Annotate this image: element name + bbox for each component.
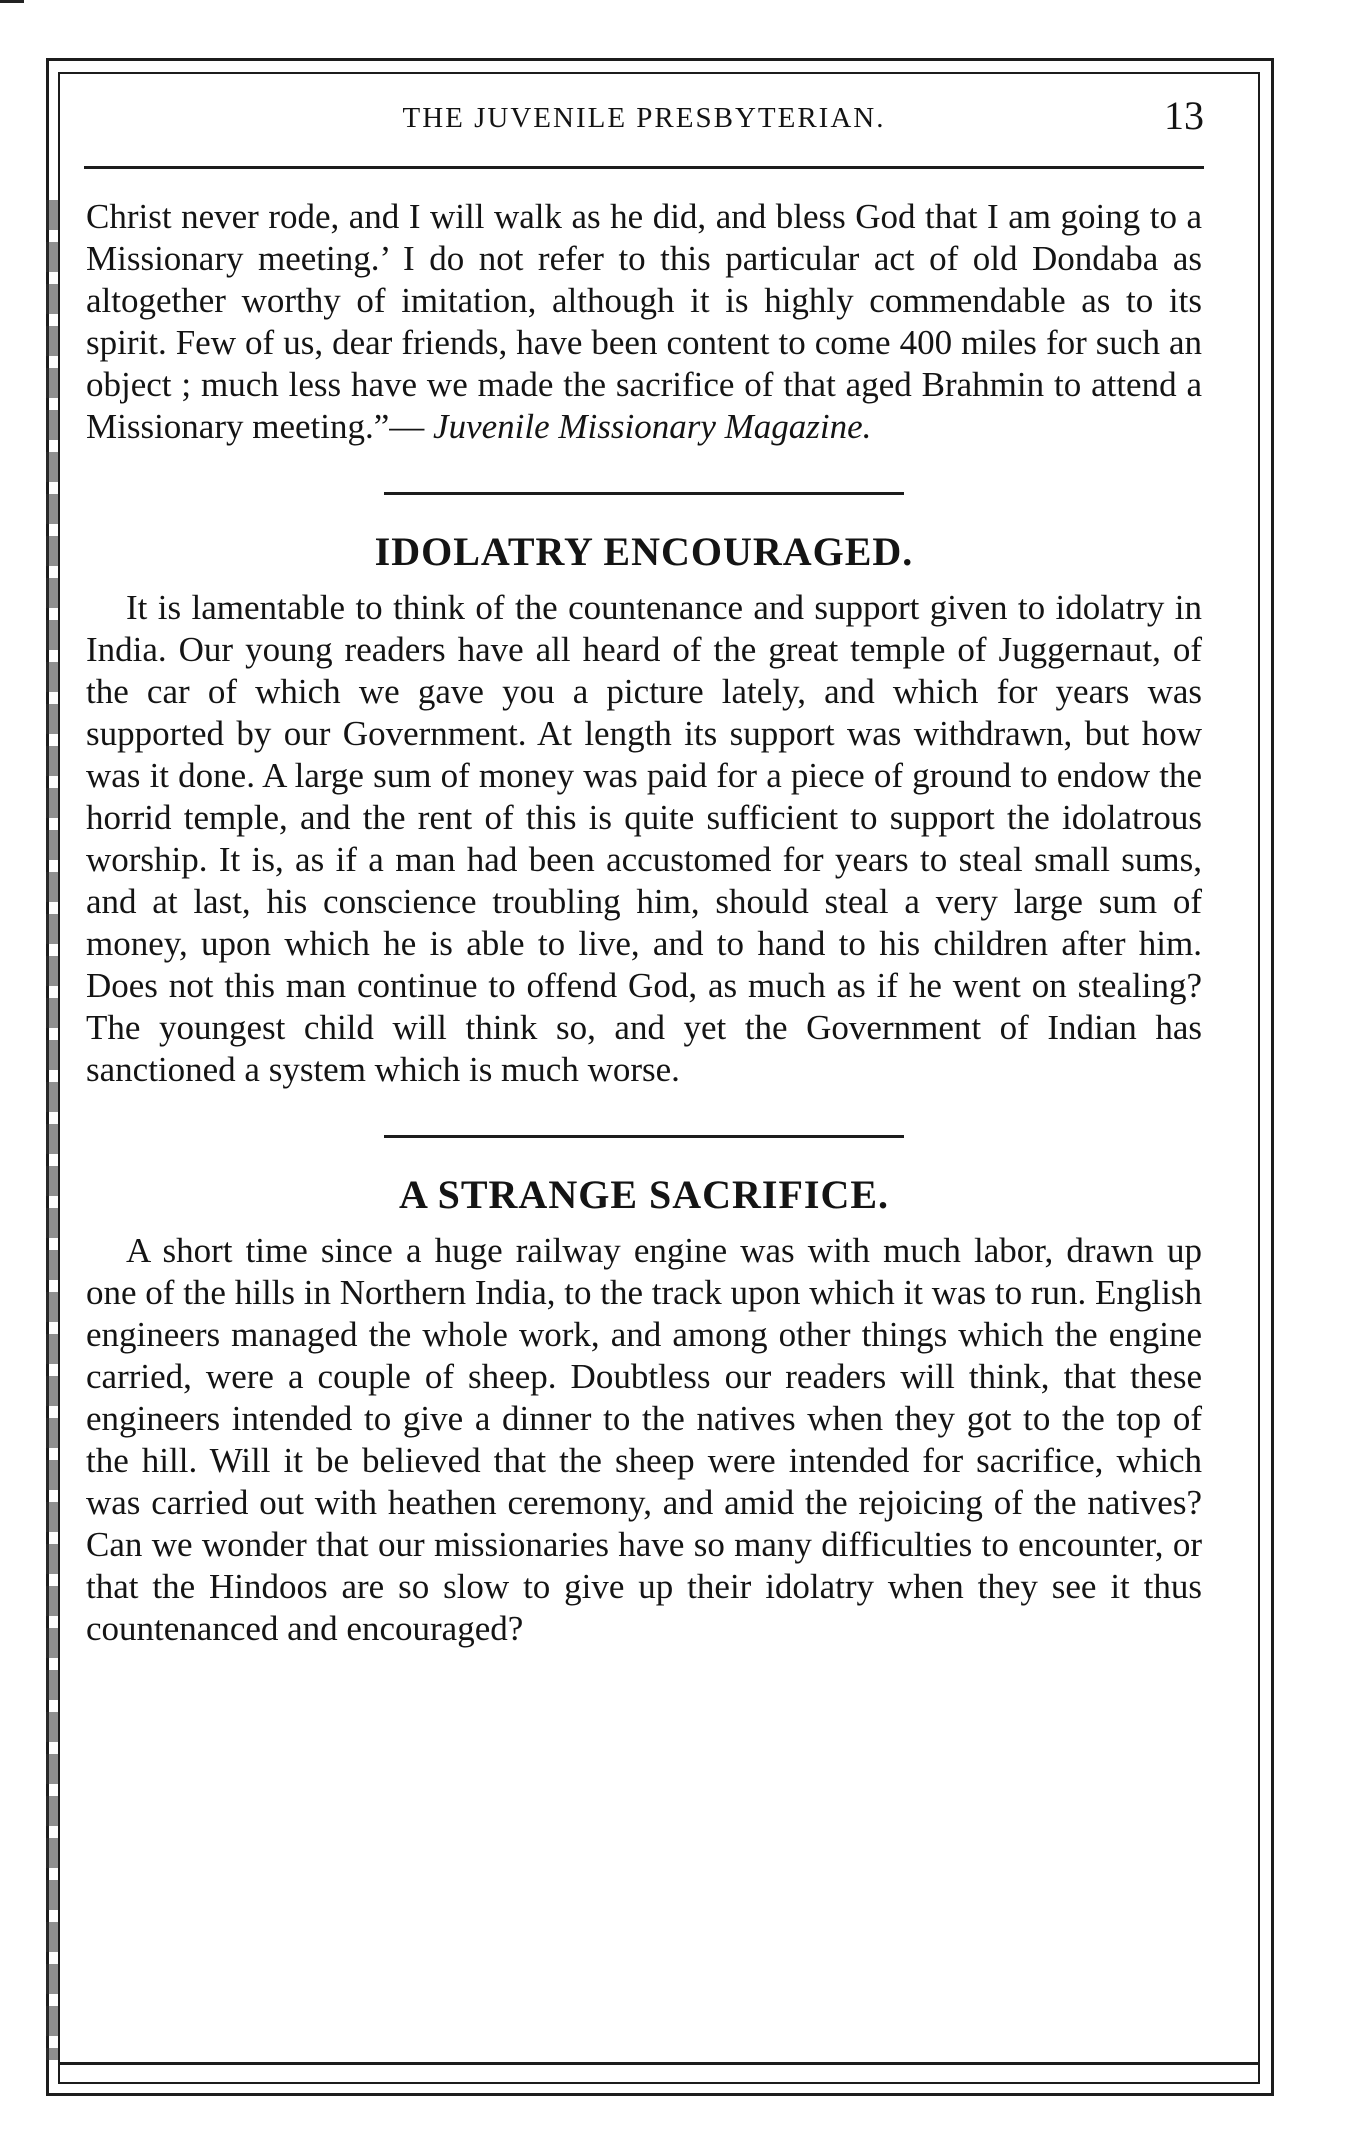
footer-rule bbox=[60, 2062, 1258, 2065]
page-content bbox=[86, 196, 1202, 1650]
page-number: 13 bbox=[1164, 93, 1204, 138]
section-body-idolatry: It is lamentable to think of the countenance and support given to idolatry in India. Our young readers have all heard of the great temple of Juggernaut, of the car of which we gave you a picture lately, and which for years was supported by our Government. At length its support was withdrawn, but how was it done. A large sum of money was paid for a piece of ground to endow the horrid temple, and the rent of this is quite sufficient to support the idolatrous worship. It is, as if a man had been accustomed for years to steal small sums, and at last, his conscience troubling him, should steal a very large sum of money, upon which he is able to live, and to hand to his children after him. Does not this man continue to offend God, as much as if he went on stealing? The youngest child will think so, and yet the Government of Indian has sanctioned a system which is much worse. bbox=[86, 588, 1202, 1089]
section-heading-idolatry: IDOLATRY ENCOURAGED. bbox=[374, 529, 914, 574]
continuation-paragraph bbox=[86, 196, 1202, 448]
section-divider bbox=[384, 1135, 904, 1138]
corner-rule bbox=[0, 0, 24, 3]
continuation-text: Christ never rode, and I will walk as he did, and bless God that I am going to a Missionary meeting.’ I do not refer to this particular act of old Dondaba as altogether worthy of imitation, although it is highly commendable as to its spirit. Few of us, dear friends, have been content to come 400 miles for such an object ; much less have we made the sacrifice of that aged Brahmin to attend a Missionary meeting.”— bbox=[86, 197, 1202, 446]
margin-rule-marks bbox=[46, 200, 58, 2060]
header-rule bbox=[84, 166, 1204, 169]
page-header bbox=[84, 92, 1204, 152]
running-title: THE JUVENILE PRESBYTERIAN. bbox=[402, 102, 886, 134]
section-divider bbox=[384, 492, 904, 495]
attribution: Juvenile Missionary Magazine. bbox=[433, 407, 872, 446]
section-heading-sacrifice: A STRANGE SACRIFICE. bbox=[398, 1172, 890, 1217]
section-body-sacrifice: A short time since a huge railway engine was with much labor, drawn up one of the hills in Northern India, to the track upon which it was to run. English engineers managed the whole work, and among other things which the engine carried, were a couple of sheep. Doubtless our readers will think, that these engineers intended to give a dinner to the natives when they got to the top of the hill. Will it be believed that the sheep were intended for sacrifice, which was carried out with heathen ceremony, and amid the rejoicing of the natives? Can we wonder that our missionaries have so many difficulties to encounter, or that the Hindoos are so slow to give up their idolatry when they see it thus countenanced and encouraged? bbox=[86, 1231, 1202, 1648]
